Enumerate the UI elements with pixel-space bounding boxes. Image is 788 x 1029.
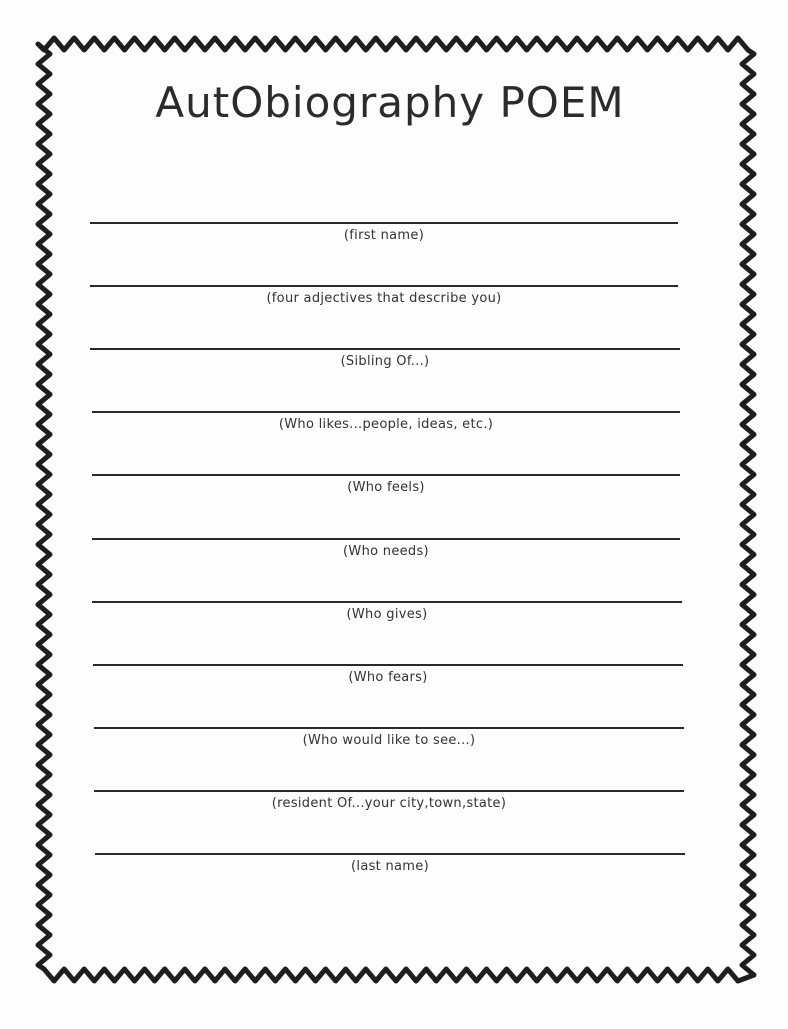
write-line[interactable]	[95, 853, 685, 855]
write-line[interactable]	[90, 348, 680, 350]
write-line[interactable]	[93, 664, 683, 666]
field-caption: (Who would like to see...)	[302, 733, 476, 748]
field-caption: (first name)	[343, 228, 425, 243]
field-caption: (last name)	[351, 859, 429, 874]
field-caption: (Who fears)	[348, 670, 428, 685]
field-caption: (Sibling Of...)	[340, 354, 430, 369]
field-caption: (resident Of...your city,town,state)	[271, 796, 507, 811]
write-line[interactable]	[92, 411, 680, 413]
write-line[interactable]	[90, 285, 678, 287]
write-line[interactable]	[94, 727, 684, 729]
field-caption: (Who gives)	[346, 607, 428, 622]
field-caption: (four adjectives that describe you)	[266, 291, 502, 306]
field-caption: (Who needs)	[343, 544, 429, 559]
write-line[interactable]	[92, 474, 680, 476]
write-line[interactable]	[94, 790, 684, 792]
write-line[interactable]	[92, 538, 680, 540]
write-line[interactable]	[92, 601, 682, 603]
field-caption: (Who likes...people, ideas, etc.)	[278, 417, 494, 432]
page-title: AutObiography POEM	[155, 78, 625, 127]
write-line[interactable]	[90, 222, 678, 224]
field-caption: (Who feels)	[347, 480, 425, 495]
